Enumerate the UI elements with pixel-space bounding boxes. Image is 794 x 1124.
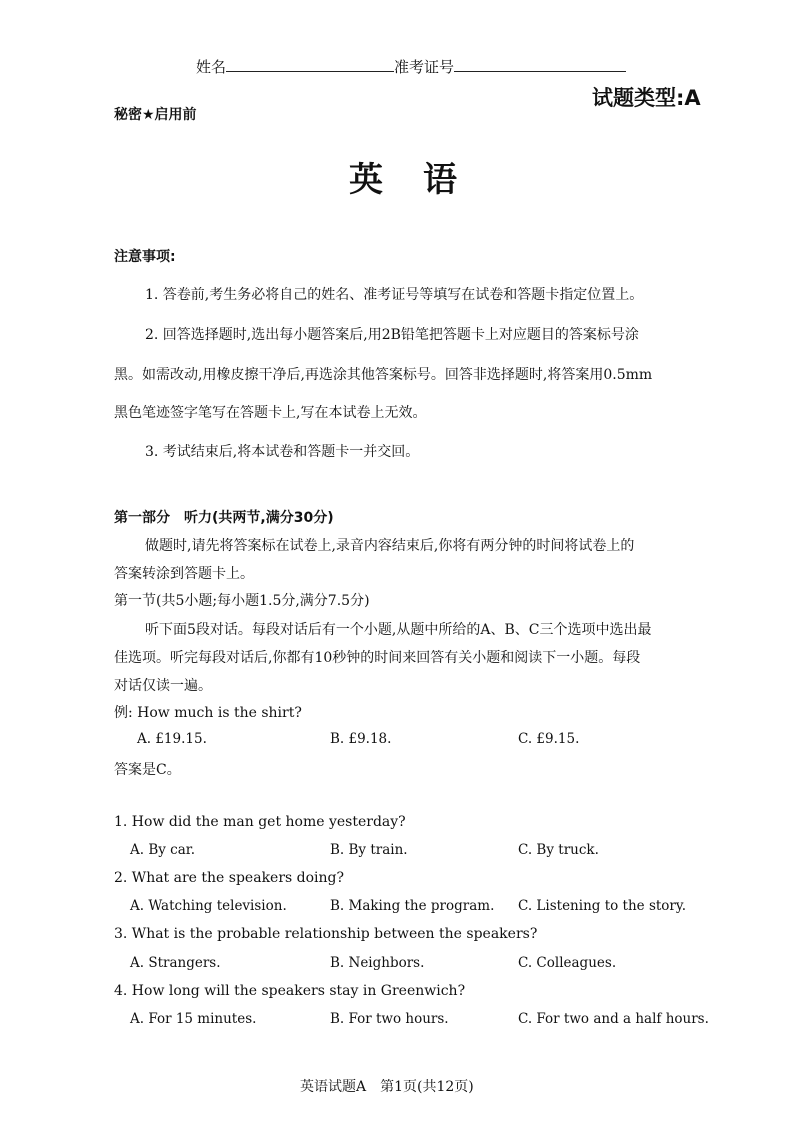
part1-intro-line-2: 答案转涂到答题卡上。 bbox=[114, 566, 254, 582]
name-blank bbox=[226, 57, 394, 72]
page-title: 英语 bbox=[349, 160, 497, 200]
question-1-option-c: C. By truck. bbox=[518, 842, 599, 858]
question-4-option-c: C. For two and a half hours. bbox=[518, 1011, 709, 1027]
exam-id-blank bbox=[454, 57, 626, 72]
note-item-1: 1. 答卷前,考生务必将自己的姓名、准考证号等填写在试卷和答题卡指定位置上。 bbox=[145, 287, 644, 303]
question-3: 3. What is the probable relationship between the speakers? bbox=[114, 926, 538, 942]
section1-line-1: 听下面5段对话。每段对话后有一个小题,从题中所给的A、B、C三个选项中选出最 bbox=[145, 622, 652, 638]
question-2: 2. What are the speakers doing? bbox=[114, 870, 345, 886]
note-item-2-line-3: 黑色笔迹签字笔写在答题卡上,写在本试卷上无效。 bbox=[114, 405, 427, 421]
note-item-2-line-1: 2. 回答选择题时,选出每小题答案后,用2B铅笔把答题卡上对应题目的答案标号涂 bbox=[145, 327, 639, 343]
question-3-option-a: A. Strangers. bbox=[130, 955, 221, 971]
example-answer: 答案是C。 bbox=[114, 762, 181, 778]
question-4-option-b: B. For two hours. bbox=[330, 1011, 449, 1027]
example-option-b: B. £9.18. bbox=[330, 731, 392, 747]
question-3-option-c: C. Colleagues. bbox=[518, 955, 617, 971]
question-4: 4. How long will the speakers stay in Greenwich? bbox=[114, 983, 466, 999]
section1-line-2: 佳选项。听完每段对话后,你都有10秒钟的时间来回答有关小题和阅读下一小题。每段 bbox=[114, 650, 641, 666]
question-2-option-b: B. Making the program. bbox=[330, 898, 495, 914]
section1-line-3: 对话仅读一遍。 bbox=[114, 678, 212, 694]
question-1: 1. How did the man get home yesterday? bbox=[114, 814, 406, 830]
exam-type-label: 试题类型:A bbox=[592, 86, 701, 110]
page-footer: 英语试题A 第1页(共12页) bbox=[300, 1079, 474, 1095]
example-option-a: A. £19.15. bbox=[137, 731, 207, 747]
section1-heading: 第一节(共5小题;每小题1.5分,满分7.5分) bbox=[114, 593, 370, 609]
name-label: 姓名 bbox=[196, 58, 227, 76]
candidate-info-line bbox=[196, 56, 626, 77]
question-1-option-a: A. By car. bbox=[130, 842, 196, 858]
question-2-option-a: A. Watching television. bbox=[130, 898, 287, 914]
part1-heading: 第一部分 听力(共两节,满分30分) bbox=[114, 510, 334, 526]
note-item-3: 3. 考试结束后,将本试卷和答题卡一并交回。 bbox=[145, 444, 420, 460]
exam-id-label: 准考证号 bbox=[394, 58, 455, 76]
question-4-option-a: A. For 15 minutes. bbox=[130, 1011, 257, 1027]
question-2-option-c: C. Listening to the story. bbox=[518, 898, 686, 914]
example-option-c: C. £9.15. bbox=[518, 731, 580, 747]
question-1-option-b: B. By train. bbox=[330, 842, 408, 858]
secret-label: 秘密★启用前 bbox=[114, 107, 197, 123]
part1-intro-line-1: 做题时,请先将答案标在试卷上,录音内容结束后,你将有两分钟的时间将试卷上的 bbox=[145, 538, 635, 554]
example-question: 例: How much is the shirt? bbox=[114, 705, 302, 721]
note-item-2-line-2: 黑。如需改动,用橡皮擦干净后,再选涂其他答案标号。回答非选择题时,将答案用0.5mm bbox=[114, 367, 653, 383]
question-3-option-b: B. Neighbors. bbox=[330, 955, 425, 971]
notes-heading: 注意事项: bbox=[114, 249, 176, 265]
